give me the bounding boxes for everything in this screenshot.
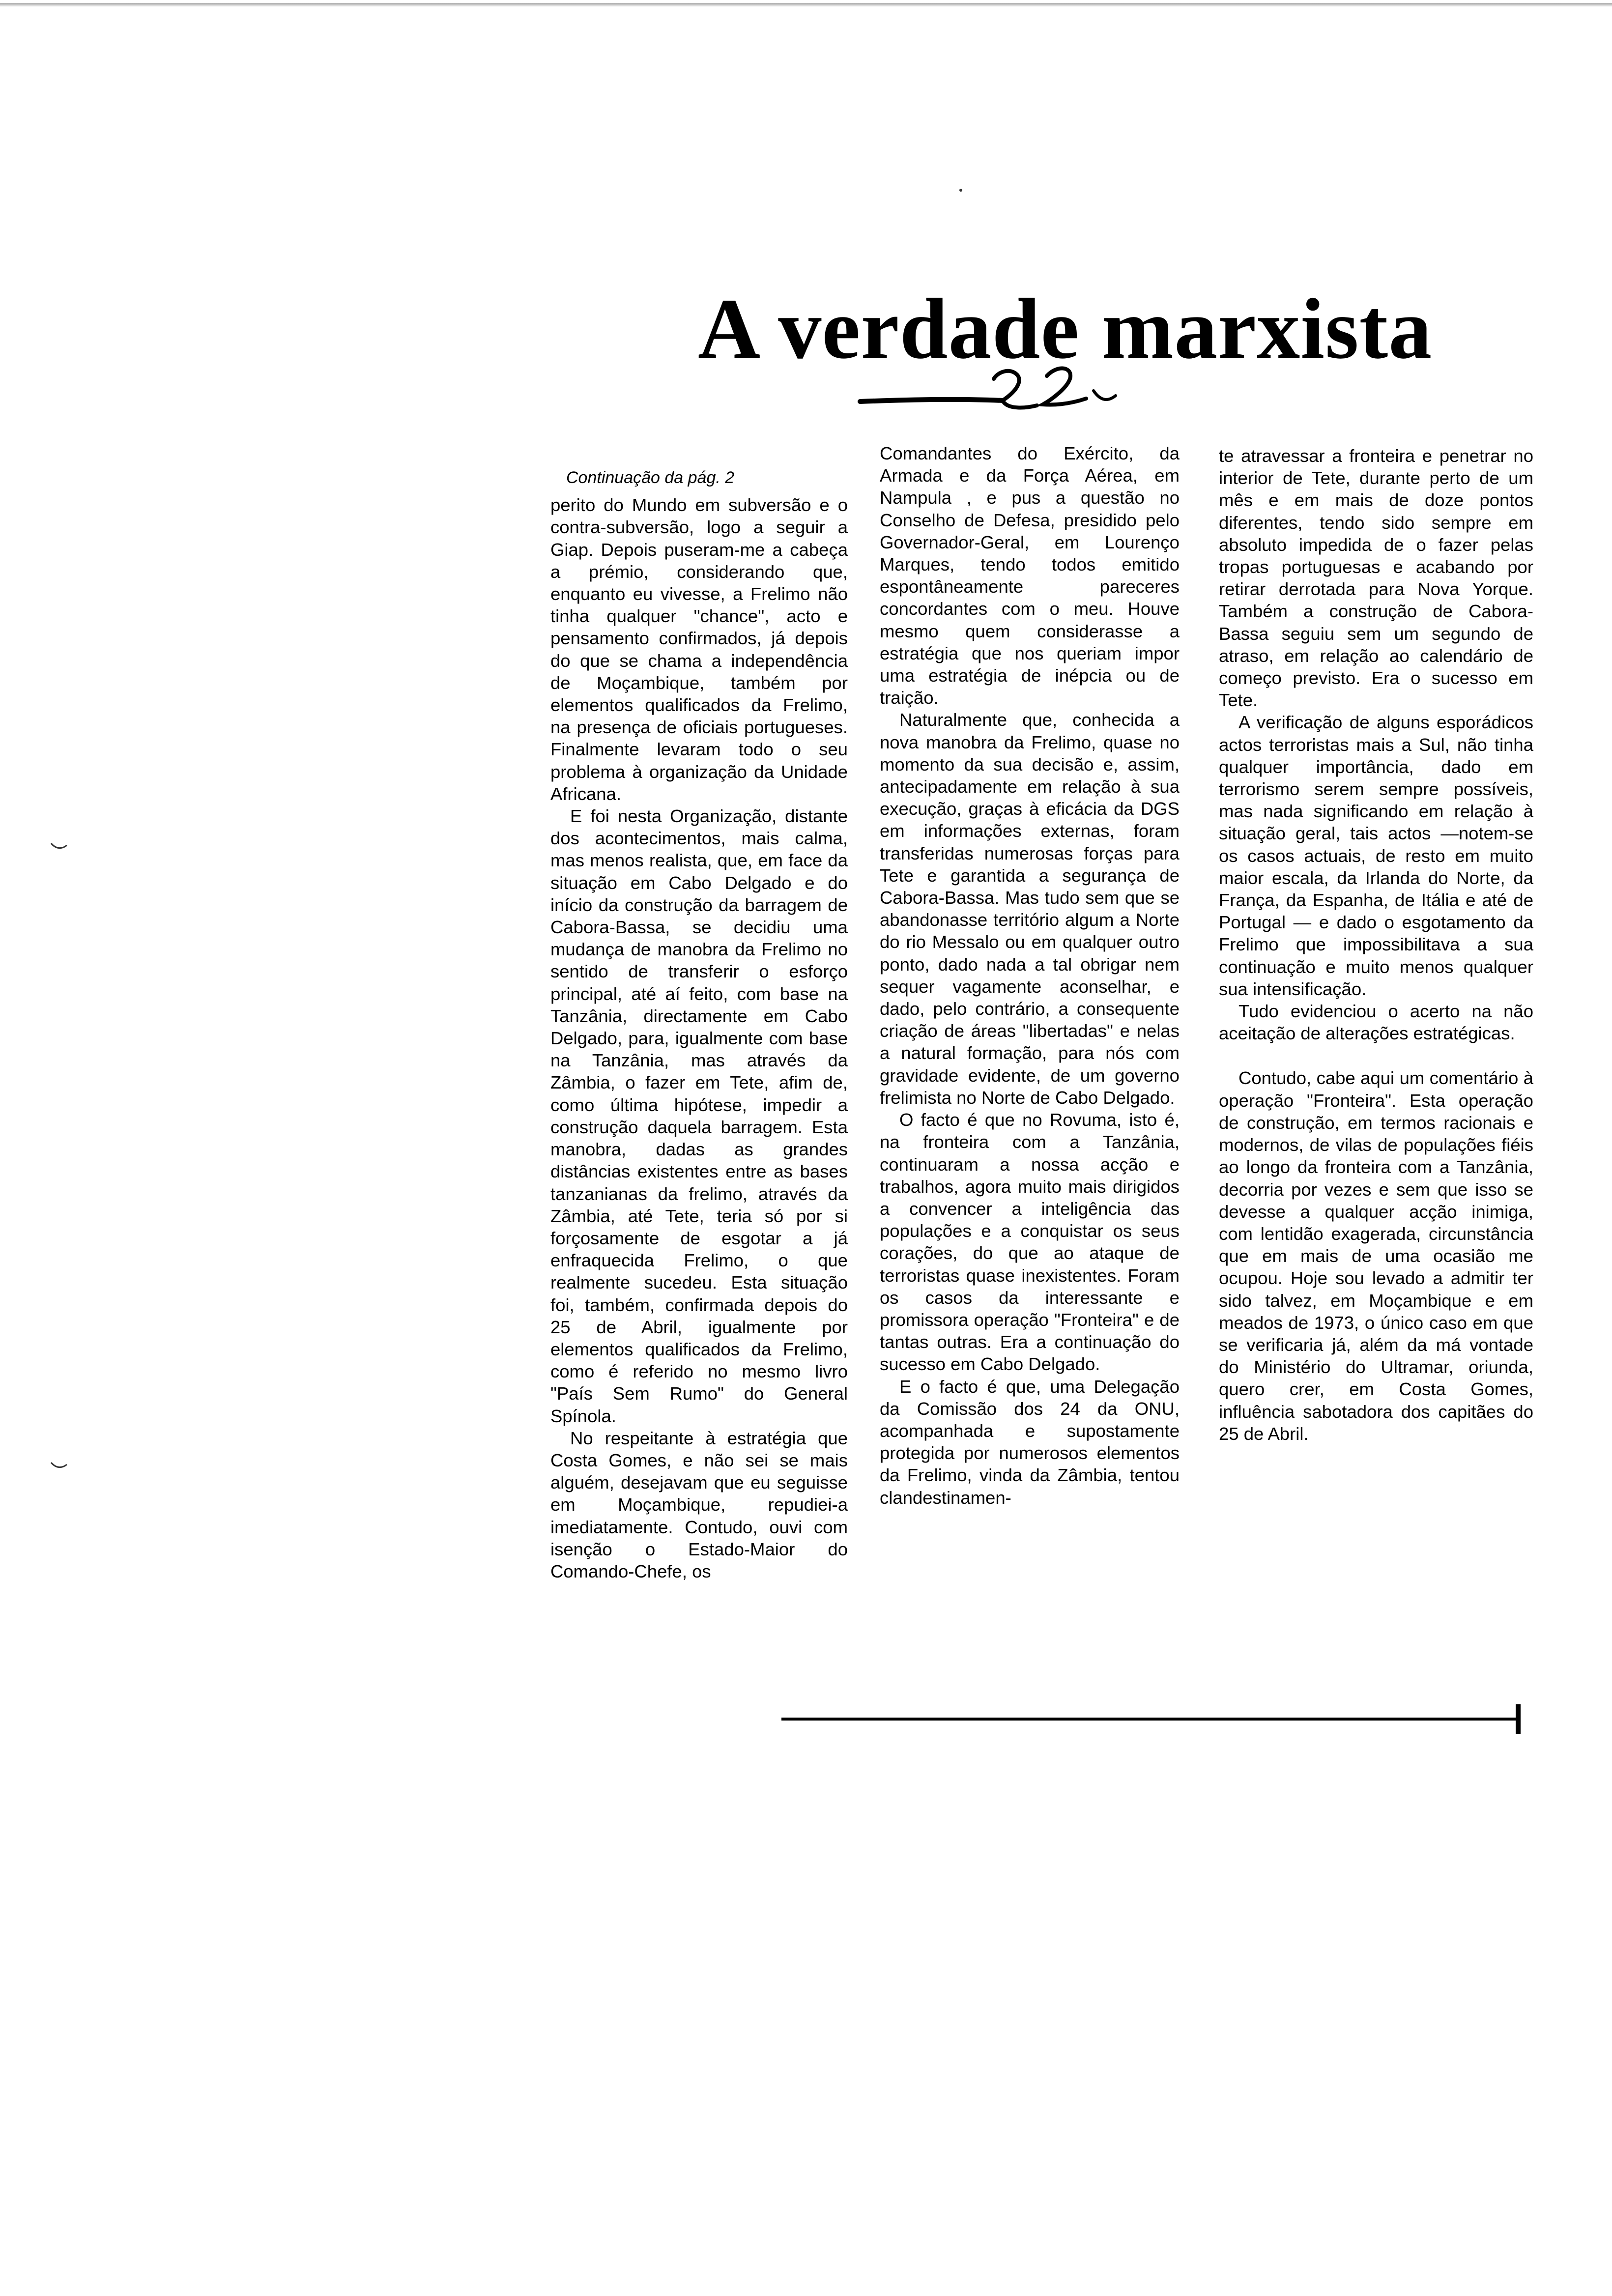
scan-margin-mark — [49, 840, 69, 852]
article-column-2 — [880, 442, 1180, 1509]
paragraph: Tudo evidenciou o acerto na não aceitação de alterações estratégicas. — [1219, 1001, 1533, 1044]
paragraph: te atravessar a fronteira e penetrar no interior de Tete, durante perto de um mês e em mais de doze pontos diferentes, tendo sido sempre em absoluto impedida de o fazer pelas tropas portuguesas e acabando por retirar derrotada para Nova Yorque. Também a construção de Cabora-Bassa seguiu sem um segundo de atraso, em relação ao calendário de começo previsto. Era o sucesso em Tete. — [1219, 446, 1533, 711]
page-title: A verdade marxista — [698, 281, 1433, 377]
scan-margin-mark — [49, 1460, 69, 1471]
paragraph: E foi nesta Organização, distante dos acontecimentos, mais calma, mas menos realista, que, em face da situação em Cabo Delgado e do início da construção da barragem de Cabora-Bassa, se decidiu uma mudança de manobra da Frelimo no sentido de transferir o esforço principal, até aí feito, com base na Tanzânia, directamente em Cabo Delgado, para, igualmente com base na Tanzânia, mas através da Zâmbia, o fazer em Tete, afim de, como última hipótese, impedir a construção daquela barragem. Esta manobra, dadas as grandes distâncias existentes entre as bases tanzanianas da frelimo, através da Zâmbia, até Tete, teria só por si forçosamente de esgotar a já enfraquecida Frelimo, o que realmente sucedeu. Esta situação foi, também, confirmada depois do 25 de Abril, igualmente por elementos qualificados da Frelimo, como é referido no mesmo livro "País Sem Rumo" do General Spínola. — [550, 806, 848, 1426]
bottom-rule-end-mark — [1516, 1704, 1521, 1734]
continuation-note: Continuação da pág. 2 — [566, 468, 735, 487]
scan-top-edge — [0, 3, 1612, 7]
paragraph: A verificação de alguns esporádicos actos terroristas mais a Sul, não tinha qualquer importância, dado em terrorismo serem sempre possíveis, mas nada significando em relação à situação geral, tais actos —notem-se os casos actuais, de resto em muito maior escala, da Irlanda do Norte, da França, da Espanha, de Itália e até de Portugal — e dado o esgotamento da Frelimo que impossibilitava a sua continuação e muito menos qualquer sua intensificação. — [1219, 712, 1533, 999]
paragraph: Naturalmente que, conhecida a nova manobra da Frelimo, quase no momento da sua decisão e, assim, antecipadamente em relação à sua execução, graças à eficácia da DGS em informações externas, foram transferidas numerosas forças para Tete e garantida a segurança de Cabora-Bassa. Mas tudo sem que se abandonasse território algum a Norte do rio Messalo ou em qualquer outro ponto, dado nada a tal obrigar nem sequer vagamente aconselhar, e dado, pelo contrário, a consequente criação de áreas "libertadas" e nelas a natural formação, para nós com gravidade evidente, de um governo frelimista no Norte de Cabo Delgado. — [880, 710, 1180, 1108]
paragraph: Comandantes do Exército, da Armada e da Força Aérea, em Nampula , e pus a questão no Conselho de Defesa, presidido pelo Governador-Geral, em Lourenço Marques, tendo todos emitido espontâneamente pareceres concordantes com o meu. Houve mesmo quem considerasse a estratégia que nos queriam impor uma estratégia de inépcia ou de traição. — [880, 443, 1180, 708]
scan-speck — [959, 189, 962, 192]
article-column-1 — [550, 467, 848, 1582]
paragraph: perito do Mundo em subversão e o contra-subversão, logo a seguir a Giap. Depois puseram-me a cabeça a prémio, considerando que, enquanto eu vivesse, a Frelimo não tinha qualquer "chance", acto e pensamento confirmados, já depois do que se chama a independência de Moçambique, também por elementos qualificados da Frelimo, na presença de oficiais portugueses. Finalmente levaram todo o seu problema à organização da Unidade Africana. — [550, 495, 848, 804]
paragraph: No respeitante à estratégia que Costa Gomes, e não sei se mais alguém, desejavam que eu seguisse em Moçambique, repudiei-a imediatamente. Contudo, ouvi com isenção o Estado-Maior do Comando-Chefe, os — [550, 1428, 848, 1581]
paragraph: E o facto é que, uma Delegação da Comissão dos 24 da ONU, acompanhada e supostamente protegida por numerosos elementos da Frelimo, vinda da Zâmbia, tentou clandestinamen- — [880, 1376, 1180, 1508]
handwritten-page-number — [840, 361, 1145, 420]
article-column-3 — [1219, 445, 1533, 1445]
bottom-rule — [781, 1718, 1519, 1721]
paragraph: Contudo, cabe aqui um comentário à operação "Fronteira". Esta operação de construção, em termos racionais e modernos, de vilas de populações fiéis ao longo da fronteira com a Tanzânia, decorria por vezes e sem que isso se devesse a qualquer acção inimiga, com lentidão exagerada, circunstância que em mais de uma ocasião me ocupou. Hoje sou levado a admitir ter sido talvez, em Moçambique e em meados de 1973, o único caso em que se verificaria já, além da má vontade do Ministério do Ultramar, oriunda, quero crer, em Costa Gomes, influência sabotadora dos capitães do 25 de Abril. — [1219, 1068, 1533, 1444]
paragraph: O facto é que no Rovuma, isto é, na fronteira com a Tanzânia, continuaram a nossa acção e trabalhos, agora muito mais dirigidos a convencer a inteligência das populações e a conquistar os seus corações, do que ao ataque de terroristas quase inexistentes. Foram os casos da interessante e promissora operação "Fronteira" e de tantas outras. Era a continuação do sucesso em Cabo Delgado. — [880, 1110, 1180, 1375]
